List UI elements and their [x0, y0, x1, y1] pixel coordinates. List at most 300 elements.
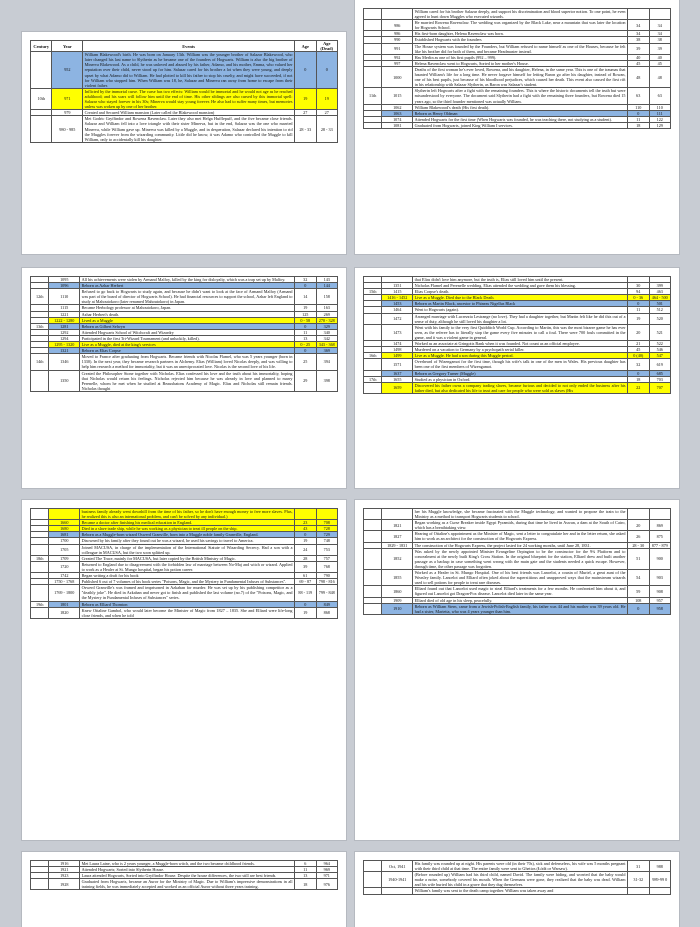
age-dead-cell: 958	[649, 603, 671, 614]
age-dead-cell: 728	[316, 526, 338, 532]
age-dead-cell: 343 - 368	[316, 342, 338, 348]
year-cell: 1498	[382, 347, 413, 353]
age-dead-cell: 729	[316, 532, 338, 538]
age-cell: 13	[295, 335, 316, 341]
year-cell: 1750 - 1768	[49, 579, 80, 585]
year-cell: 1637	[382, 370, 413, 376]
event-cell: Elias Corpse's death.	[413, 289, 628, 295]
table-row	[31, 370, 338, 391]
year-cell: 1720	[49, 561, 80, 572]
age-cell: 0 - 25	[295, 342, 316, 348]
timeline-table	[30, 40, 338, 143]
event-cell: His first-born daughter, Helena Ravenclaw was born.	[413, 31, 628, 37]
document-page-1	[22, 32, 346, 254]
century-cell	[364, 324, 382, 340]
year-cell: 1705	[49, 544, 80, 555]
table-row	[364, 586, 671, 597]
year-cell: 1940-1941	[382, 872, 413, 888]
century-cell	[31, 370, 49, 391]
century-cell: 19th	[31, 601, 49, 607]
table-row	[364, 509, 671, 520]
table-row	[31, 509, 338, 520]
century-cell: 12th	[31, 289, 49, 305]
table-row	[31, 88, 338, 109]
year-cell: 1821	[382, 520, 413, 531]
event-cell: Live as a Muggle. Died due to the Black Death.	[413, 295, 628, 301]
age-cell: 20	[628, 324, 649, 340]
event-cell: Murdered on a vacation to Germany by a psychopath serial killer.	[413, 347, 628, 353]
age-dead-cell: 111	[649, 110, 671, 116]
age-cell	[628, 888, 649, 894]
century-cell: 17th	[364, 376, 382, 382]
year-cell: 1660	[49, 520, 80, 526]
event-cell: Azhar Herbert's death.	[80, 311, 295, 317]
age-cell: 125	[295, 311, 316, 317]
table-row	[364, 88, 671, 104]
century-cell	[364, 382, 382, 393]
age-cell: 43	[295, 526, 316, 532]
age-cell: 0	[628, 603, 649, 614]
century-cell	[364, 861, 382, 872]
event-cell: Died in a slave trade ship, while he was working as a physician to treat ill people on the ship.	[80, 526, 295, 532]
event-cell: Helena Ravenclaw went to Hogwarts, Sorted to her mother's House.	[413, 60, 628, 66]
year-cell: 1923	[49, 873, 80, 879]
year-cell: 1015	[382, 88, 413, 104]
age-dead-cell: 158	[316, 289, 338, 305]
age-dead-cell: 849	[316, 601, 338, 607]
event-cell: Inflicted by the immortal curse. The curse has two effects: William would be immortal and he would not age as he reached adulthood; and his scars will follow him until the end of time. His other siblings are also cursed by this immortal spell: Salazar who stayed forever in his 30s; Minerva would stay young forever. He also had to suffer many times, but memories unless was woken up by one of her brother.	[84, 88, 293, 110]
age-dead-cell: 703	[649, 376, 671, 382]
age-dead-cell: 971	[316, 873, 338, 879]
age-dead-cell: 798 - 816	[316, 579, 338, 585]
age-dead-cell: 868	[316, 607, 338, 618]
table-row	[364, 66, 671, 87]
age-dead-cell: 522	[649, 341, 671, 347]
age-cell: 61	[295, 573, 316, 579]
age-dead-cell: 28 - 33	[316, 116, 337, 142]
event-cell: Slytherin left Hogwarts after a fight with the remaining founders. This is where the historic documents tell the truth but were misunderstood by everyone. The document said Slytherin had a fight with the remaining three founders, but Rowena died 15 years ago, so the third founder mentioned was actually William.	[414, 88, 626, 104]
age-dead-cell: 748	[316, 538, 338, 544]
age-dead-cell: 957	[649, 597, 671, 603]
year-cell: 990	[382, 37, 413, 43]
age-cell: 18	[295, 879, 316, 890]
age-dead-cell: 964	[316, 861, 338, 867]
document-page-4	[355, 268, 679, 488]
century-cell	[364, 872, 382, 888]
age-dead-cell: 501	[649, 301, 671, 307]
event-cell: Went with his family to the very first Quidditch World Cup. According to Martin, this was the most bizarre game he has ever seen, as the referee has to literally stop the game every five minutes to call a foul. There were 700 fouls committed in the game, and it was a violent game in general.	[414, 324, 626, 340]
event-cell: Disowned by his family after they found out he was a wizard, he used his savings to travel to America.	[80, 538, 295, 544]
year-cell: 1000	[382, 66, 413, 87]
year-cell	[49, 509, 80, 520]
age-dead-cell: 143	[316, 277, 338, 283]
year-cell: 1221	[49, 311, 80, 317]
event-cell: His family was rounded up at night. His parents were old (in their 70s), sick and defenseless, his wife was 5 months pregnant with their third child at that time. The entire family were sent to Ghettos (Łódź or Warsaw).	[414, 861, 626, 872]
event-cell: Became a doctor after finishing his medical education in England.	[80, 520, 295, 526]
document-page-8	[355, 852, 679, 927]
event-cell: Knew Ottaline Gambol, who would later become the Minister of Magic from 1827 – 1835. She and Elliard were life-long close friends, and when he told	[81, 607, 293, 618]
century-cell	[31, 607, 49, 618]
event-cell: All his achievements were stolen by Armand Malfoy, killed by the king for disloyalty, which was a trap set up by Malfoy.	[80, 277, 295, 283]
age-dead-cell: 768	[316, 561, 338, 572]
timeline-table	[363, 508, 671, 615]
age-cell: 19	[295, 607, 316, 618]
age-dead-cell	[316, 509, 338, 520]
year-cell: 1855	[382, 570, 413, 586]
event-cell: The House system was founded by the Founders, but William refused to name himself as one of the Houses, because he felt like his brother did for both of them, and became Headmaster instead.	[414, 43, 626, 54]
age-cell: 0 (40)	[628, 353, 649, 359]
age-cell: 28 - 30	[628, 542, 649, 548]
age-cell: 39	[295, 561, 316, 572]
age-dead-cell: 521	[649, 324, 671, 340]
year-cell: 1916	[49, 861, 80, 867]
age-cell: 19	[628, 313, 649, 324]
event-cell: Became Herbology professor at Mahoutokoro, Japan.	[80, 305, 295, 311]
age-cell: 28 - 33	[295, 116, 316, 142]
year-cell: 1115	[49, 305, 80, 311]
timeline-table	[363, 276, 671, 394]
century-cell	[364, 66, 382, 87]
document-page-2	[355, 0, 679, 254]
century-cell: 18th	[31, 555, 49, 561]
year-cell: 1281	[49, 323, 80, 329]
age-dead-cell: 34	[649, 31, 671, 37]
year-cell: 1852	[382, 548, 413, 569]
event-cell: Returned to England due to disagreement with the forbidden law of marriage between No-Maj and witch or wizard. Applied to work as a Healer at St. Mungo hospital, began his potion career.	[81, 561, 293, 572]
age-cell: 0 - 36	[628, 295, 649, 301]
event-cell: Joined MACUSA, in charge of the implementation of the International Statute of Wizarding Secrecy. Had a son with a colleague in MACUSA, but the two soon splitted up.	[81, 544, 293, 555]
age-dead-cell	[649, 509, 671, 520]
age-cell: 0	[295, 601, 316, 607]
year-cell: 952	[52, 52, 83, 89]
century-cell	[364, 20, 382, 31]
timeline-table	[363, 8, 671, 129]
table-row	[364, 122, 671, 128]
event-cell: Reborn as a Muggle-born wizard Oswerd Granville, born into a Muggle noble family Granville, England.	[80, 532, 295, 538]
event-cell: Reborn as Elliard Thornton	[80, 601, 295, 607]
age-dead-cell: 129	[649, 122, 671, 128]
age-cell: 34	[628, 31, 649, 37]
year-cell: 1472	[382, 313, 413, 324]
event-cell: Created The Trace, mainly for MACUSA, but later copied by the British Ministry of Magic.	[80, 555, 295, 561]
year-cell: 1074	[382, 116, 413, 122]
year-cell: 1700	[49, 538, 80, 544]
table-row	[364, 570, 671, 586]
century-cell: 14th	[31, 354, 49, 370]
century-cell	[31, 52, 52, 89]
age-cell: 21	[628, 341, 649, 347]
event-cell: business family already went downhill from the time of his father, so he don't have enough money to free more slaves. Plus, he realized this is also an international problem, and can't be solved by any individual.)	[81, 509, 293, 520]
age-cell: 32	[295, 277, 316, 283]
age-dead-cell: 799 - 848	[316, 585, 338, 601]
header-age-dead: Age (Dead)	[316, 41, 337, 52]
event-cell: Went to Hogwarts (again).	[413, 307, 628, 313]
age-cell: 31-32	[628, 872, 649, 888]
event-cell: Reborn as Martin Black, ancestor to Phineas Nigellus Black	[413, 301, 628, 307]
event-cell: Live as a Muggle. He had a son during this Muggle period.	[413, 353, 628, 359]
century-cell	[31, 544, 49, 555]
table-row	[364, 324, 671, 340]
age-cell: 19	[295, 538, 316, 544]
age-dead-cell	[649, 9, 671, 20]
age-dead-cell: 707	[649, 382, 671, 393]
table-row	[31, 607, 338, 618]
age-cell: 29	[295, 370, 316, 391]
age-dead-cell: 875	[649, 531, 671, 542]
century-cell	[364, 586, 382, 597]
age-cell: 30	[628, 283, 649, 289]
table-row	[31, 561, 338, 572]
century-cell	[31, 585, 49, 601]
year-cell: 1453	[382, 301, 413, 307]
age-cell: 0	[295, 348, 316, 354]
table-row	[31, 544, 338, 555]
table-row	[364, 382, 671, 393]
year-cell: 1571	[382, 359, 413, 370]
document-page-3	[22, 268, 346, 488]
age-cell: 19	[295, 305, 316, 311]
century-cell	[364, 359, 382, 370]
event-cell: Attended Hogwarts School of Witchcraft and Wizardry	[80, 329, 295, 335]
age-cell: 11	[628, 307, 649, 313]
year-cell: 1801	[49, 601, 80, 607]
age-dead-cell: 110	[649, 104, 671, 110]
age-cell: 14	[295, 289, 316, 305]
year-cell: 1769 - 1800	[49, 585, 80, 601]
header-year: Year	[52, 41, 83, 52]
event-cell: William cared for his brother Salazar deeply, and support his discrimination and blood superior notion. To one point, he even agreed to hunt down Muggles who executed wizards.	[414, 9, 626, 20]
century-cell	[364, 603, 382, 614]
table-row	[364, 43, 671, 54]
year-cell: 1095	[49, 277, 80, 283]
age-dead-cell: 163	[316, 305, 338, 311]
event-cell: Created the Philosopher Stone together with Nicholas. Elias confessed his love and the truth about his immortality, hoping that Nicholas would return his feelings. Nicholas rejected him because he was already in love and planned to marry Perenelle, whom he met when he studied at Beauxbatons Academy of Magic. Elias and Nicholas still remain friends. Nicholas thought	[81, 370, 293, 391]
age-cell: 69 - 87	[295, 579, 316, 585]
year-cell: 992	[382, 54, 413, 60]
century-cell	[364, 531, 382, 542]
age-cell: 38	[628, 37, 649, 43]
year-cell: 1063	[382, 110, 413, 116]
age-cell: 31	[628, 861, 649, 872]
year-cell: 1110	[49, 289, 80, 305]
age-cell: 45	[628, 347, 649, 353]
event-cell: Laura attended Hogwarts, Sorted into Gryffindor House. Despite the house differences, the two still are best friends.	[80, 873, 295, 879]
event-cell: Established Hogwarts with the founders	[413, 37, 628, 43]
age-cell: 18	[628, 376, 649, 382]
year-cell: 1415	[382, 289, 413, 295]
table-row	[364, 520, 671, 531]
age-dead-cell: 394	[316, 354, 338, 370]
age-dead-cell: 269	[316, 311, 338, 317]
age-dead-cell: 619	[649, 359, 671, 370]
document-page-5	[22, 500, 346, 840]
age-cell: 0	[295, 283, 316, 289]
age-cell	[628, 509, 649, 520]
event-cell: Attended Hogwarts; Sorted into Slytherin House.	[80, 867, 295, 873]
table-row	[364, 313, 671, 324]
year-cell: 1829 - 1831	[382, 542, 413, 548]
age-dead-cell: 708	[316, 520, 338, 526]
age-cell: 45	[628, 60, 649, 66]
year-cell: 1659	[382, 382, 413, 393]
table-row	[31, 585, 338, 601]
age-dead-cell: 270 - 328	[316, 317, 338, 323]
age-dead-cell: 546	[649, 347, 671, 353]
age-cell: 0	[628, 110, 649, 116]
event-cell: Worked as an associate at Gringotts Bank when it was founded. Not count as an official employee.	[413, 341, 628, 347]
year-cell	[382, 888, 413, 894]
age-dead-cell: 399	[649, 283, 671, 289]
event-cell: William Blakewood's death (His first death).	[413, 104, 628, 110]
age-cell: 27	[295, 110, 316, 116]
document-page-7	[22, 852, 346, 927]
age-dead-cell: 547	[649, 353, 671, 359]
year-cell: 1910	[382, 603, 413, 614]
table-row	[31, 289, 338, 305]
century-cell: 13th	[31, 323, 49, 329]
event-cell: Worked as a Healer in St. Mungo Hospital. One of his best friends was Lancelot, a cousin of Muriel, a great aunt of the Weasley family. Lancelot and Elliard often joked about the superstitious and unapproved ways that the mainstream wizards used to sell potions for people to treat rare diseases.	[414, 570, 626, 586]
event-cell: Reborn as Henry Oldman	[413, 110, 628, 116]
age-dead-cell: 39	[649, 43, 671, 54]
age-cell: 0	[628, 301, 649, 307]
age-dead-cell: 340	[316, 329, 338, 335]
age-cell: 0	[295, 323, 316, 329]
timeline-table	[30, 276, 338, 392]
age-cell: 48	[628, 66, 649, 87]
event-cell: Began working as a Curse Breaker inside Egypt Pyramids, during that time he lived in Aswan, a dam at the South of Cairo, which has a breathtaking view.	[414, 520, 626, 531]
age-cell: 26	[628, 531, 649, 542]
event-cell: The construction of the Hogwarts Express, the project lasted for 24 working months, until June 28, 1831.	[413, 542, 628, 548]
age-dead-cell: 45	[649, 60, 671, 66]
year-cell: 986	[382, 20, 413, 31]
age-dead-cell: 512	[649, 307, 671, 313]
age-cell: 108	[628, 597, 649, 603]
age-dead-cell: 753	[316, 544, 338, 555]
age-dead-cell: 63	[649, 88, 671, 104]
year-cell: 1680	[49, 526, 80, 532]
age-dead-cell: 34	[649, 20, 671, 31]
age-dead-cell: 122	[649, 116, 671, 122]
age-cell: 11	[295, 867, 316, 873]
event-cell: Graduated from Hogwarts, joined King William I services.	[413, 122, 628, 128]
age-cell: 54	[628, 570, 649, 586]
header-age: Age	[295, 41, 316, 52]
year-cell	[382, 509, 413, 520]
age-dead-cell: 976	[316, 879, 338, 890]
timeline-table	[30, 860, 338, 890]
age-dead-cell: 19	[316, 88, 337, 109]
age-dead-cell: 48	[649, 66, 671, 87]
event-cell: Arranged marriage with Lucrezzia Lestrange (no love). They had a daughter together, but Martin felt like he did this out of a sense of duty, although he still loved his daughter a lot.	[414, 313, 626, 324]
age-cell: 28	[295, 555, 316, 561]
age-cell: 51	[628, 548, 649, 569]
event-cell: Created and Secured William mansion (Later called the Blakewood mansion)	[83, 110, 295, 116]
age-dead-cell: 329	[316, 323, 338, 329]
age-dead-cell: 869	[649, 520, 671, 531]
age-cell: 32	[628, 359, 649, 370]
age-dead-cell: 520	[649, 313, 671, 324]
age-dead-cell: 369	[316, 348, 338, 354]
century-cell	[364, 9, 382, 20]
age-cell: 0	[295, 532, 316, 538]
year-cell: 1294	[49, 335, 80, 341]
event-cell: Met Laura Laine, who is 2 years younger, a Muggle-born witch, and the two became childhood friends.	[80, 861, 295, 867]
century-cell	[31, 116, 52, 142]
age-cell: 25	[295, 354, 316, 370]
age-dead-cell: 342	[316, 335, 338, 341]
year-cell: 1742	[49, 573, 80, 579]
header-events: Events	[83, 41, 295, 52]
year-cell: 1464	[382, 307, 413, 313]
event-cell: Live as a Muggle, died at the king's services	[80, 342, 295, 348]
age-cell: 20	[628, 520, 649, 531]
age-dead-cell: 969	[316, 867, 338, 873]
year-cell: 1321	[49, 348, 80, 354]
age-cell: 59	[628, 586, 649, 597]
year-cell: Oct, 1941	[382, 861, 413, 872]
year-cell: 991	[382, 43, 413, 54]
event-cell: Reborn as Gilbert Selwyn	[80, 323, 295, 329]
table-row	[31, 116, 338, 142]
year-cell: 997	[382, 60, 413, 66]
year-cell: 1351	[382, 283, 413, 289]
year-cell: 979	[52, 110, 83, 116]
table-row	[364, 9, 671, 20]
header-century: Century	[31, 41, 52, 52]
century-cell	[364, 43, 382, 54]
year-cell: 1909	[382, 597, 413, 603]
event-cell: that Elias didn't love him anymore, but the truth is, Elias still loved him until the present.	[413, 277, 628, 283]
event-cell: William's family was sent to the death camp together. William was taken away and	[413, 888, 628, 894]
century-cell	[364, 509, 382, 520]
age-cell: 19	[295, 88, 316, 109]
age-dead-cell: 757	[316, 555, 338, 561]
event-cell: Oswerd Granville's was framed and imprisoned in Azkaban for murder. He was set up by his publishing competitor as a "deathly joke". He died in Azkaban and never got to finish and published the last volume (no.7) of the "Poisons, Magic, and the Mystery in Fundamental Infuses of Substances" series.	[81, 585, 293, 601]
age-cell: 88 - 119	[295, 585, 316, 601]
age-dead-cell	[649, 888, 671, 894]
age-cell: 22	[628, 382, 649, 393]
age-cell: 0	[628, 370, 649, 376]
table-row	[364, 548, 671, 569]
table-row	[364, 861, 671, 872]
year-cell: 1928	[49, 879, 80, 890]
table-row	[364, 872, 671, 888]
age-cell: 110	[628, 104, 649, 110]
event-cell: Hearing of Ottaline's appointment as the Minister of Magic, sent a letter to congratulate her and in the letter return, she asked him to work as an architect for the construction of the Hogwarts Express.	[414, 531, 626, 542]
year-cell: 1921	[49, 867, 80, 873]
event-cell: Lived as a Muggle	[80, 317, 295, 323]
year-cell: 1346	[49, 354, 80, 370]
year-cell: 980 - 985	[52, 116, 83, 142]
century-cell	[364, 313, 382, 324]
age-cell: 24	[295, 544, 316, 555]
age-cell: 63	[628, 88, 649, 104]
century-cell	[364, 570, 382, 586]
table-row	[364, 888, 671, 894]
century-cell	[364, 122, 382, 128]
year-cell: 1860	[382, 586, 413, 597]
century-cell	[364, 520, 382, 531]
event-cell: her his Muggle knowledge, she became fascinated with the Muggle technology, and wanted to propose the train to the Ministry as a method to transport Hogwarts students to school.	[414, 509, 626, 520]
century-cell: 10th	[31, 88, 52, 109]
event-cell: Began writing a draft for his book	[80, 573, 295, 579]
age-cell: 39	[628, 43, 649, 54]
age-cell: 0	[295, 52, 316, 89]
age-cell: 13	[295, 873, 316, 879]
century-cell: 16th	[364, 353, 382, 359]
table-row	[364, 531, 671, 542]
year-cell: 1655	[382, 376, 413, 382]
